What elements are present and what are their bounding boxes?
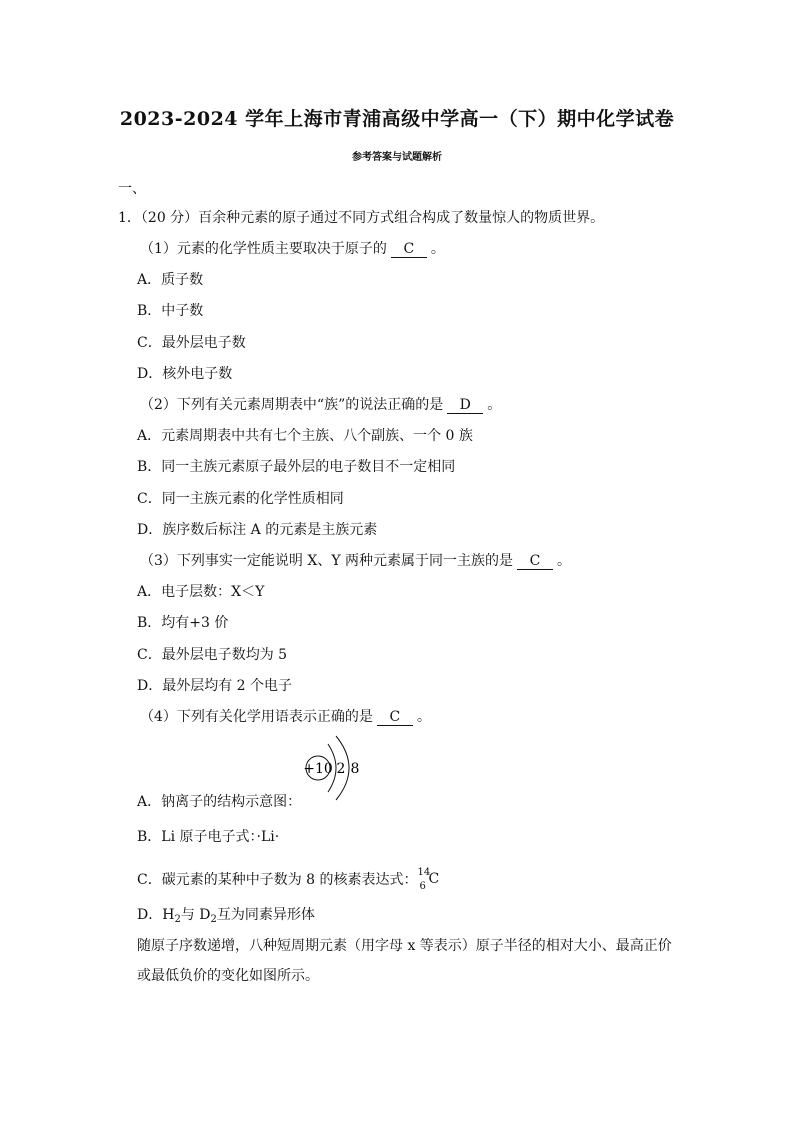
part4-option-d-post: 互为同素异形体 — [216, 907, 315, 923]
nuclide-mass-number: 14 — [417, 867, 431, 878]
shell2-electrons-label: 8 — [350, 761, 360, 777]
part2-prompt-end: 。 — [487, 397, 502, 413]
part2-option-d: D．族序数后标注 A 的元素是主族元素 — [137, 522, 378, 538]
part1-prompt-text: （1）元素的化学性质主要取决于原子的 — [140, 241, 387, 257]
part4-option-d-pre: D．H — [137, 907, 175, 923]
part4-option-c — [137, 866, 440, 892]
part3-option-a: A．电子层数：X＜Y — [137, 584, 265, 600]
part4-answer-blank: C — [377, 710, 413, 726]
part2-prompt — [140, 396, 501, 414]
part2-option-b: B．同一主族元素原子最外层的电子数目不一定相同 — [137, 459, 456, 475]
part4-prompt-end: 。 — [416, 709, 431, 725]
part3-prompt — [140, 552, 571, 570]
page-title: 2023-2024 学年上海市青浦高级中学高一（下）期中化学试卷 — [119, 108, 675, 130]
part2-prompt-text: （2）下列有关元素周期表中“族”的说法正确的是 — [140, 397, 444, 413]
part1-prompt — [140, 240, 445, 258]
part1-option-b: B．中子数 — [137, 303, 204, 319]
li-lewis-structure: ·Li· — [256, 829, 280, 845]
part1-option-a: A．质子数 — [137, 272, 204, 288]
question-stem: 1．（20 分）百余种元素的原子通过不同方式组合构成了数量惊人的物质世界。 — [118, 210, 605, 226]
part2-option-a: A．元素周期表中共有七个主族、八个副族、一个 0 族 — [137, 428, 473, 444]
part4-option-d-sub2: 2 — [210, 914, 217, 925]
li-symbol: Li — [260, 829, 275, 845]
part2-option-c: C．同一主族元素的化学性质相同 — [137, 491, 344, 507]
part1-answer-blank: C — [391, 242, 427, 258]
carbon-nuclide-notation — [418, 866, 440, 892]
part3-answer-blank: C — [517, 554, 553, 570]
part4-option-b — [137, 828, 279, 846]
part1-option-c: C．最外层电子数 — [137, 335, 246, 351]
next-intro-line-1: 随原子序数递增，八种短周期元素（用字母 x 等表示）原子半径的相对大小、最高正价 — [137, 938, 672, 954]
part4-prompt-text: （4）下列有关化学用语表示正确的是 — [140, 709, 373, 725]
part4-option-d-sub1: 2 — [174, 914, 181, 925]
part3-option-b: B．均有+3 价 — [137, 615, 229, 631]
part4-option-d — [137, 906, 315, 929]
part4-option-c-text: C．碳元素的某种中子数为 8 的核素表达式： — [137, 872, 418, 888]
nuclide-symbol: C — [428, 871, 440, 887]
page-subtitle: 参考答案与试题解析 — [352, 152, 442, 163]
shell1-electrons-label: 2 — [336, 761, 346, 777]
section-label: 一、 — [118, 181, 146, 197]
sodium-ion-structure-diagram — [300, 732, 370, 804]
part2-answer-blank: D — [447, 398, 483, 414]
nucleus-charge-label: +10 — [303, 761, 333, 777]
part4-option-b-text: B．Li 原子电子式： — [137, 829, 257, 845]
part4-option-d-mid: 与 D — [180, 907, 211, 923]
part4-prompt — [140, 708, 431, 726]
part1-prompt-end: 。 — [430, 241, 445, 257]
part3-option-c: C．最外层电子数均为 5 — [137, 647, 288, 663]
part4-option-a: A．钠离子的结构示意图： — [137, 794, 302, 810]
part3-option-d: D．最外层均有 2 个电子 — [137, 678, 293, 694]
next-intro-line-2: 或最低负价的变化如图所示。 — [137, 968, 319, 984]
part3-prompt-text: （3）下列事实一定能说明 X、Y 两种元素属于同一主族的是 — [140, 553, 514, 569]
nuclide-atomic-number: 6 — [419, 881, 426, 892]
part1-option-d: D．核外电子数 — [137, 366, 233, 382]
part3-prompt-end: 。 — [557, 553, 572, 569]
